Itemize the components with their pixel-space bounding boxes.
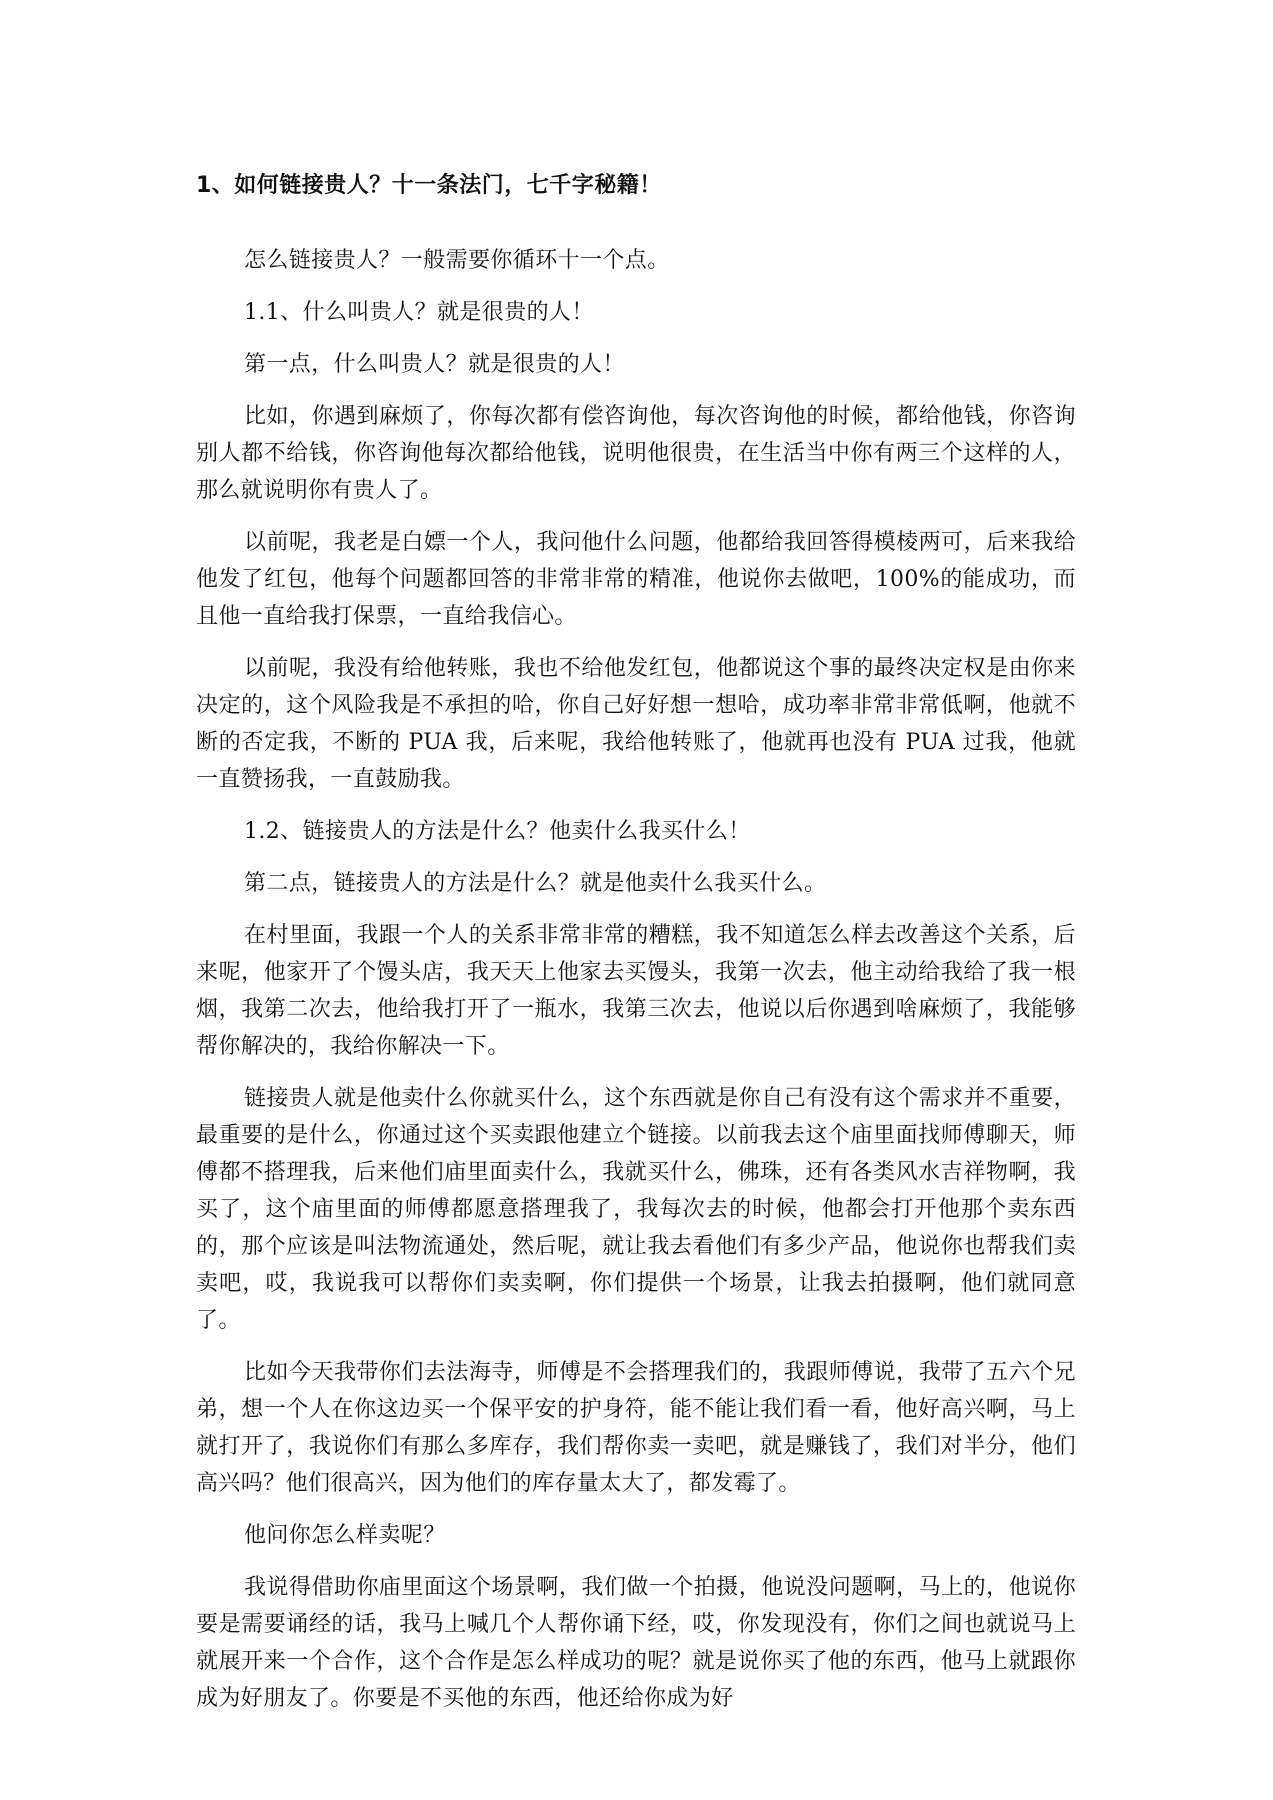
paragraph-red-envelope: 以前呢，我老是白嫖一个人，我问他什么问题，他都给我回答得模棱两可，后来我给他发了红包，他每个问题都回答的非常非常的精准，他说你去做吧，100%的能成功，而且他一直给我打保票，一直给我信心。	[196, 530, 1076, 629]
paragraph-filming: 我说得借助你庙里面这个场景啊，我们做一个拍摄，他说没问题啊，马上的，他说你要是需要诵经的话，我马上喊几个人帮你诵下经，哎，你发现没有，你们之间也就说马上就展开来一个合作，这个合作是怎么样成功的呢？就是说你买了他的东西，他马上就跟你成为好朋友了。你要是不买他的东西，他还给你成为好	[196, 1575, 1076, 1711]
paragraph-question: 他问你怎么样卖呢？	[244, 1523, 446, 1548]
section-title: 1、如何链接贵人？十一条法门，七千字秘籍！	[196, 173, 662, 198]
document-body	[196, 170, 1076, 1732]
paragraph-fahai-temple: 比如今天我带你们去法海寺，师傅是不会搭理我们的，我跟师傅说，我带了五六个兄弟，想一个人在你这边买一个保平安的护身符，能不能让我们看一看，他好高兴啊，马上就打开了，我说你们有那么多库存，我们帮你卖一卖吧，就是赚钱了，我们对半分，他们高兴吗？他们很高兴，因为他们的库存量太大了，都发霉了。	[196, 1360, 1076, 1496]
subheading-1-2: 1.2、链接贵人的方法是什么？他卖什么我买什么！	[244, 819, 751, 844]
paragraph-point-one: 第一点，什么叫贵人？就是很贵的人！	[244, 352, 625, 377]
paragraph-temple: 链接贵人就是他卖什么你就买什么，这个东西就是你自己有没有这个需求并不重要，最重要的是什么，你通过这个买卖跟他建立个链接。以前我去这个庙里面找师傅聊天，师傅都不搭理我，后来他们庙里面卖什么，我就买什么，佛珠，还有各类风水吉祥物啊，我买了，这个庙里面的师傅都愿意搭理我了，我每次去的时候，他都会打开他那个卖东西的，那个应该是叫法物流通处，然后呢，就让我去看他们有多少产品，他说你也帮我们卖卖吧，哎，我说我可以帮你们卖卖啊，你们提供一个场景，让我去拍摄啊，他们就同意了。	[196, 1086, 1076, 1333]
subheading-1-1: 1.1、什么叫贵人？就是很贵的人！	[244, 300, 594, 325]
paragraph-example-paid-advice: 比如，你遇到麻烦了，你每次都有偿咨询他，每次咨询他的时候，都给他钱，你咨询别人都不给钱，你咨询他每次都给他钱，说明他很贵，在生活当中你有两三个这样的人，那么就说明你有贵人了。	[196, 404, 1076, 503]
paragraph-no-transfer: 以前呢，我没有给他转账，我也不给他发红包，他都说这个事的最终决定权是由你来决定的，这个风险我是不承担的哈，你自己好好想一想哈，成功率非常非常低啊，他就不断的否定我，不断的 PUA 我，后来呢，我给他转账了，他就再也没有 PUA 过我，他就一直赞扬我，一直鼓励我。	[196, 656, 1076, 792]
paragraph-bun-shop: 在村里面，我跟一个人的关系非常非常的糟糕，我不知道怎么样去改善这个关系，后来呢，他家开了个馒头店，我天天上他家去买馒头，我第一次去，他主动给我给了我一根烟，我第二次去，他给我打开了一瓶水，我第三次去，他说以后你遇到啥麻烦了，我能够帮你解决的，我给你解决一下。	[196, 923, 1076, 1059]
paragraph-intro: 怎么链接贵人？一般需要你循环十一个点。	[244, 248, 670, 273]
paragraph-point-two: 第二点，链接贵人的方法是什么？就是他卖什么我买什么。	[244, 871, 827, 896]
